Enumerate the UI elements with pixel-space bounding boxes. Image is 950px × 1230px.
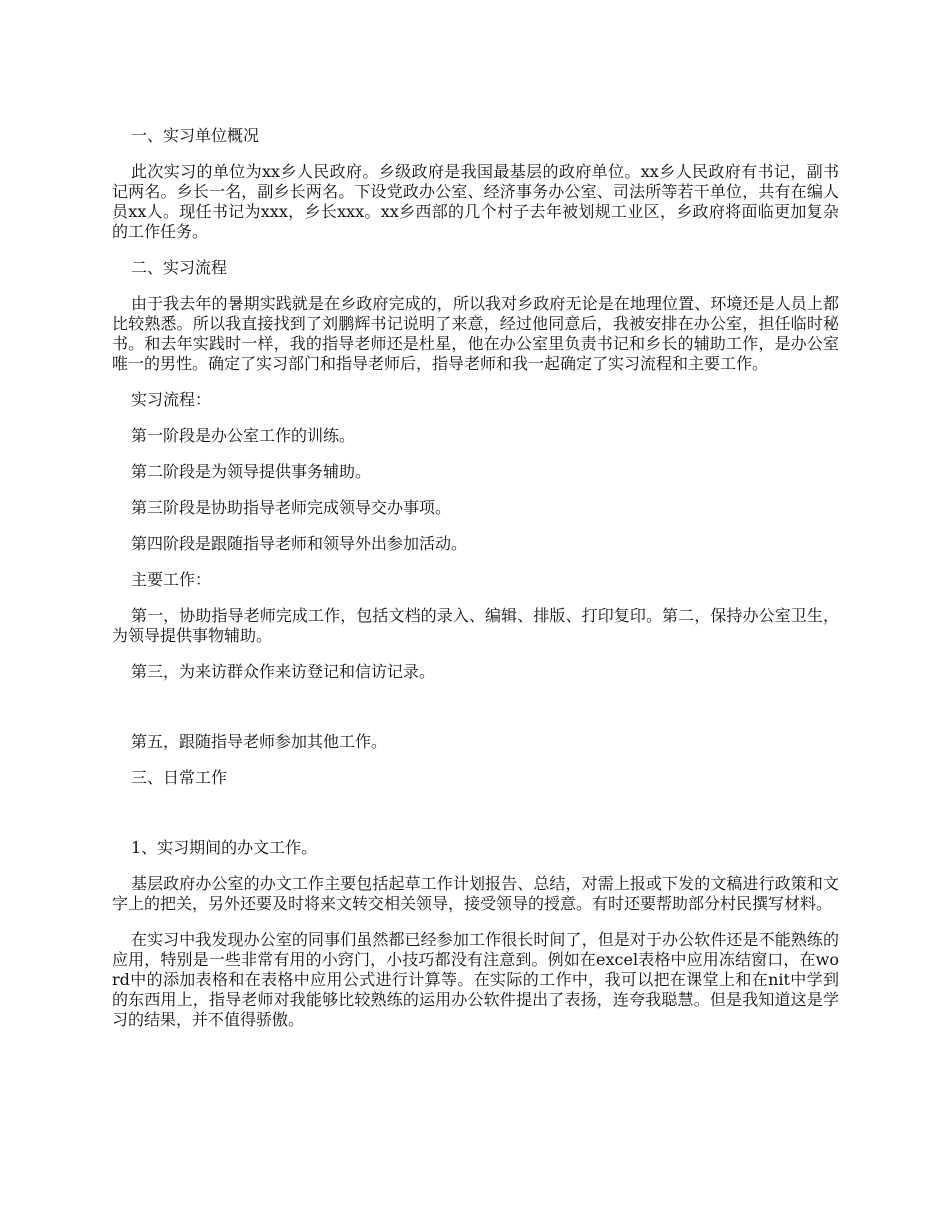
document-body [112, 126, 839, 1046]
body-paragraph: 此次实习的单位为xx乡人民政府。乡级政府是我国最基层的政府单位。xx乡人民政府有书记，副书记两名。乡长一名，副乡长两名。下设党政办公室、经济事务办公室、司法所等若干单位，共有在编人员xx人。现任书记为xxx，乡长xxx。xx乡西部的几个村子去年被划规工业区，乡政府将面临更加复杂的工作任务。 [112, 162, 839, 241]
list-item: 第二阶段是为领导提供事务辅助。 [131, 462, 372, 481]
sub-heading: 主要工作： [131, 570, 212, 589]
section-heading: 三、日常工作 [131, 768, 228, 787]
section-heading: 一、实习单位概况 [131, 126, 260, 145]
sub-heading: 1、实习期间的办文工作。 [131, 838, 318, 857]
section-heading: 二、实习流程 [131, 258, 228, 277]
body-paragraph: 由于我去年的暑期实践就是在乡政府完成的，所以我对乡政府无论是在地理位置、环境还是人员上都比较熟悉。所以我直接找到了刘鹏辉书记说明了来意，经过他同意后，我被安排在办公室，担任临时秘书。和去年实践时一样，我的指导老师还是杜星，他在办公室里负责书记和乡长的辅助工作，是办公室唯一的男性。确定了实习部门和指导老师后，指导老师和我一起确定了实习流程和主要工作。 [112, 294, 839, 373]
list-item: 第四阶段是跟随指导老师和领导外出参加活动。 [131, 534, 468, 553]
body-paragraph: 第三，为来访群众作来访登记和信访记录。 [131, 662, 436, 681]
body-paragraph: 第一，协助指导老师完成工作，包括文档的录入、编辑、排版、打印复印。第二，保持办公室卫生，为领导提供事物辅助。 [112, 606, 839, 645]
body-paragraph: 基层政府办公室的办文工作主要包括起草工作计划报告、总结，对需上报或下发的文稿进行政策和文字上的把关，另外还要及时将来文转交相关领导，接受领导的授意。有时还要帮助部分村民撰写材料。 [112, 874, 839, 913]
list-item: 第一阶段是办公室工作的训练。 [131, 426, 356, 445]
body-paragraph: 在实习中我发现办公室的同事们虽然都已经参加工作很长时间了，但是对于办公软件还是不能熟练的应用，特别是一些非常有用的小窍门，小技巧都没有注意到。例如在excel表格中应用冻结窗口，在word中的添加表格和在表格中应用公式进行计算等。在实际的工作中，我可以把在课堂上和在nit中学到的东西用上，指导老师对我能够比较熟练的运用办公软件提出了表扬，连夸我聪慧。但是我知道这是学习的结果，并不值得骄傲。 [112, 930, 839, 1029]
body-paragraph: 第五，跟随指导老师参加其他工作。 [131, 732, 388, 751]
list-item: 第三阶段是协助指导老师完成领导交办事项。 [131, 498, 452, 517]
sub-heading: 实习流程： [131, 390, 212, 409]
